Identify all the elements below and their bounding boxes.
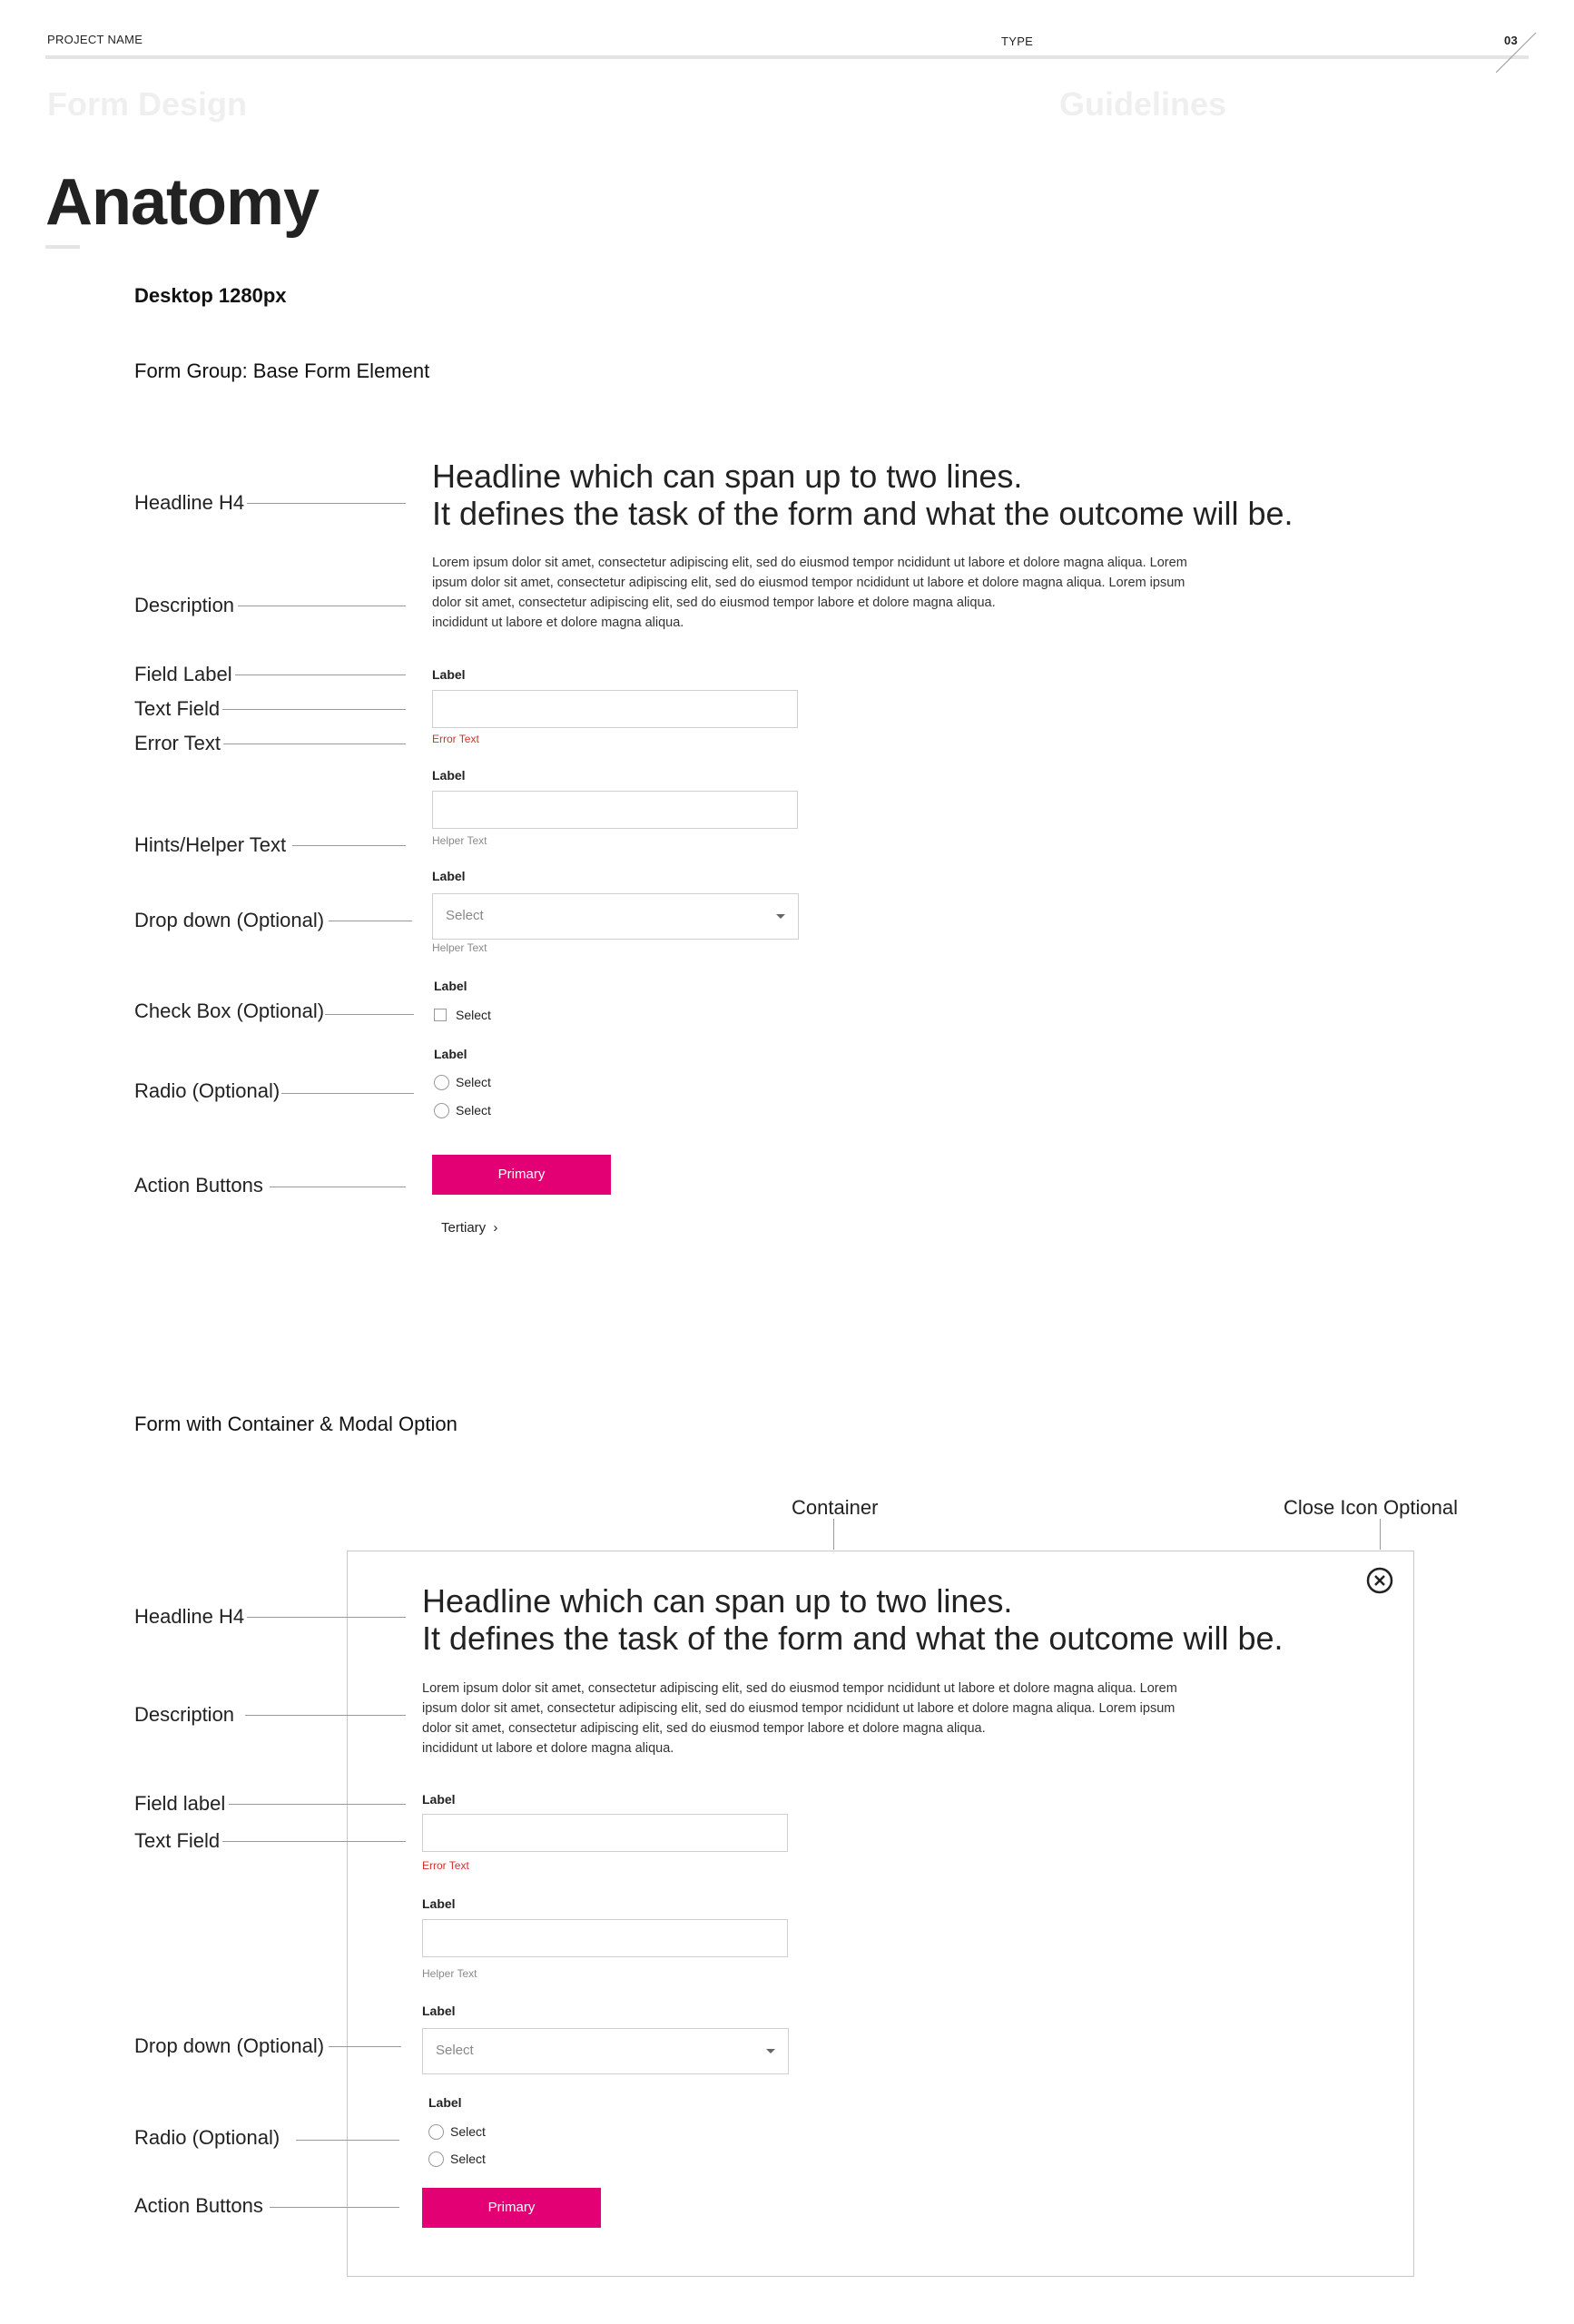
chevron-right-icon: › [493, 1220, 498, 1236]
tertiary-label: Tertiary [441, 1220, 487, 1236]
radio-label: Select [456, 1103, 491, 1118]
description-line: ipsum dolor sit amet, consectetur adipiscing elit, sed do eiusmod tempor ncididunt ut labore et dolore magna aliqua. Lorem ipsum [432, 576, 1185, 590]
error-text: Error Text [432, 733, 479, 745]
select-placeholder: Select [436, 2043, 474, 2058]
field-label: Label [432, 869, 466, 883]
description-line: Lorem ipsum dolor sit amet, consectetur adipiscing elit, sed do eiusmod tempor ncididunt ut labore et dolore magna aliqua. Lorem [422, 1681, 1177, 1696]
leader-line [281, 1093, 414, 1094]
select-placeholder: Select [446, 908, 484, 923]
project-name: PROJECT NAME [47, 33, 143, 46]
field-label: Label [422, 1792, 456, 1807]
radio-label: Select [450, 2152, 486, 2166]
ann-dropdown: Drop down (Optional) [134, 2034, 325, 2057]
form-description [432, 553, 1231, 633]
leader-line [222, 709, 406, 710]
form-headline-line1: Headline which can span up to two lines. [422, 1582, 1013, 1620]
leader-line [270, 2207, 399, 2208]
ann-text-field: Text Field [134, 1829, 221, 1852]
leader-line [245, 1715, 406, 1716]
field-label: Label [422, 1896, 456, 1911]
ann-error-text: Error Text [134, 732, 221, 754]
section-left: Form Design [47, 85, 248, 123]
text-input[interactable] [422, 1919, 788, 1957]
checkbox-label: Select [456, 1008, 491, 1022]
description-line: incididunt ut labore et dolore magna aliqua. [422, 1741, 674, 1756]
ann-field-label: Field label [134, 1792, 226, 1815]
section2-title: Form with Container & Modal Option [134, 1413, 457, 1435]
ann-actions: Action Buttons [134, 1174, 263, 1196]
text-input-error[interactable] [422, 1814, 788, 1852]
caret-down-icon [766, 2049, 775, 2053]
checkbox[interactable] [434, 1009, 447, 1021]
ann-dropdown: Drop down (Optional) [134, 909, 325, 931]
field-label: Label [432, 667, 466, 682]
ann-actions: Action Buttons [134, 2194, 263, 2217]
field-label: Label [434, 1047, 467, 1061]
leader-line [1380, 1519, 1381, 1550]
leader-line [292, 845, 406, 846]
ann-headline: Headline H4 [134, 1605, 245, 1628]
primary-button[interactable]: Primary [422, 2188, 601, 2228]
helper-text: Helper Text [432, 941, 487, 954]
leader-line [247, 503, 406, 504]
form-headline-line1: Headline which can span up to two lines. [432, 458, 1023, 495]
radio-button[interactable] [434, 1103, 449, 1118]
ann-hints: Hints/Helper Text [134, 833, 287, 856]
form-headline-line2: It defines the task of the form and what the outcome will be. [422, 1620, 1284, 1657]
ann-description: Description [134, 1703, 235, 1726]
section-right: Guidelines [1059, 85, 1227, 123]
section1-title: Form Group: Base Form Element [134, 359, 430, 382]
radio-label: Select [456, 1075, 491, 1089]
select-dropdown[interactable] [432, 893, 799, 940]
radio-label: Select [450, 2124, 486, 2139]
text-input[interactable] [432, 791, 798, 829]
select-dropdown[interactable] [422, 2028, 789, 2074]
page-title: Anatomy [45, 166, 320, 239]
description-line: ipsum dolor sit amet, consectetur adipiscing elit, sed do eiusmod tempor ncididunt ut labore et dolore magna aliqua. Lorem ipsum [422, 1701, 1176, 1716]
error-text: Error Text [422, 1859, 469, 1872]
ann-headline: Headline H4 [134, 491, 245, 514]
form-container [347, 1551, 1414, 2277]
text-input-error[interactable] [432, 690, 798, 728]
ann-container: Container [792, 1496, 879, 1519]
primary-button[interactable]: Primary [432, 1155, 611, 1195]
leader-line [325, 1014, 414, 1015]
leader-line [329, 2046, 401, 2047]
description-line: dolor sit amet, consectetur adipiscing elit, sed do eiusmod tempor labore et dolore magna aliqua. [432, 596, 996, 610]
field-label: Label [432, 768, 466, 783]
close-icon[interactable] [1366, 1567, 1393, 1594]
leader-line [296, 2140, 399, 2141]
title-underline [45, 245, 80, 249]
ann-description: Description [134, 594, 235, 616]
helper-text: Helper Text [422, 1967, 477, 1980]
doc-type: TYPE [1001, 34, 1034, 48]
form-headline-line2: It defines the task of the form and what the outcome will be. [432, 495, 1294, 532]
helper-text: Helper Text [432, 834, 487, 847]
ann-radio: Radio (Optional) [134, 1079, 280, 1102]
field-label: Label [422, 2004, 456, 2018]
form-description [422, 1679, 1221, 1758]
tertiary-button[interactable] [441, 1220, 497, 1236]
leader-line [229, 1804, 406, 1805]
leader-line [223, 743, 406, 744]
radio-button[interactable] [428, 2152, 444, 2167]
ann-close-icon: Close Icon Optional [1284, 1496, 1458, 1519]
description-line: Lorem ipsum dolor sit amet, consectetur adipiscing elit, sed do eiusmod tempor ncididunt ut labore et dolore magna aliqua. Lorem [432, 556, 1187, 570]
leader-line [247, 1617, 406, 1618]
ann-radio: Radio (Optional) [134, 2126, 280, 2149]
leader-line [222, 1841, 406, 1842]
caret-down-icon [776, 914, 785, 919]
radio-button[interactable] [434, 1075, 449, 1090]
page-corner-slash [1496, 33, 1550, 73]
description-line: dolor sit amet, consectetur adipiscing elit, sed do eiusmod tempor labore et dolore magna aliqua. [422, 1721, 986, 1736]
description-line: incididunt ut labore et dolore magna aliqua. [432, 615, 684, 630]
radio-button[interactable] [428, 2124, 444, 2140]
ann-text-field: Text Field [134, 697, 221, 720]
page-number: 03 [1504, 34, 1519, 47]
field-label: Label [434, 979, 467, 993]
leader-line [833, 1519, 834, 1550]
ann-checkbox: Check Box (Optional) [134, 1000, 325, 1022]
ann-field-label: Field Label [134, 663, 232, 685]
breakpoint-label: Desktop 1280px [134, 284, 287, 307]
field-label: Label [428, 2095, 462, 2110]
header-rule [45, 55, 1529, 59]
